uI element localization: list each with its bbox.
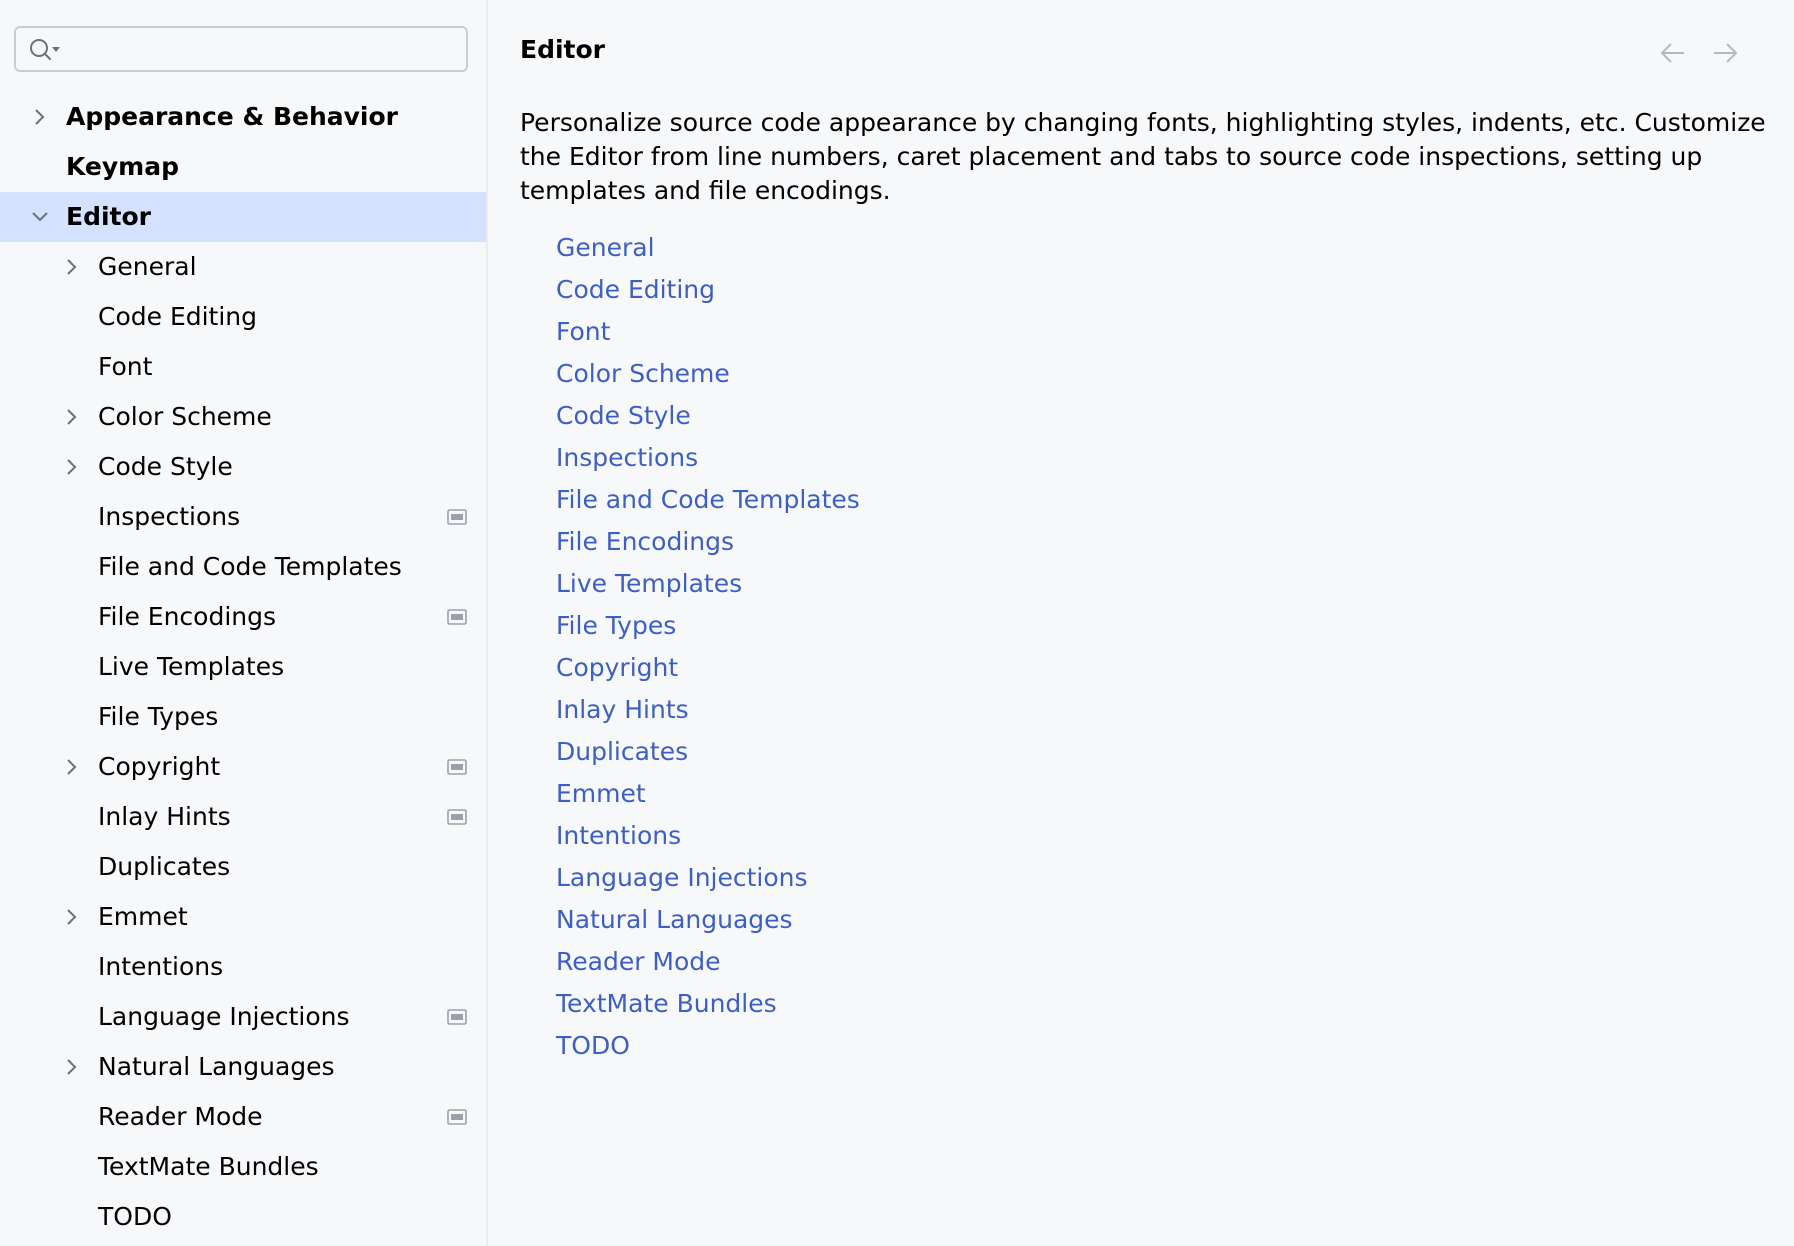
chevron-right-icon[interactable]	[62, 907, 82, 927]
sidebar-item-label: Color Scheme	[98, 402, 272, 431]
link-duplicates[interactable]: Duplicates	[556, 737, 689, 766]
sidebar-item-emmet[interactable]	[0, 892, 486, 942]
sidebar-item-label: Appearance & Behavior	[66, 102, 398, 131]
link-language-injections[interactable]: Language Injections	[556, 863, 808, 892]
sidebar-item-label: Language Injections	[98, 1002, 350, 1031]
sidebar-item-general[interactable]	[0, 242, 486, 292]
sidebar-item-code-style[interactable]	[0, 442, 486, 492]
link-textmate-bundles[interactable]: TextMate Bundles	[556, 989, 777, 1018]
sidebar-item-label: Inlay Hints	[98, 802, 231, 831]
sidebar-item-live-templates[interactable]	[0, 642, 486, 692]
chevron-right-icon[interactable]	[62, 757, 82, 777]
sidebar-item-language-injections[interactable]	[0, 992, 486, 1042]
chevron-right-icon[interactable]	[62, 457, 82, 477]
sidebar-item-copyright[interactable]	[0, 742, 486, 792]
sidebar-item-font[interactable]	[0, 342, 486, 392]
sidebar-item-label: General	[98, 252, 197, 281]
link-live-templates[interactable]: Live Templates	[556, 569, 743, 598]
chevron-right-icon[interactable]	[30, 107, 50, 127]
settings-sidebar	[0, 0, 486, 1246]
search-icon[interactable]	[28, 37, 62, 63]
sidebar-item-label: File and Code Templates	[98, 552, 402, 581]
sidebar-item-label: Reader Mode	[98, 1102, 263, 1131]
link-code-editing[interactable]: Code Editing	[556, 275, 716, 304]
search-box[interactable]	[14, 26, 468, 72]
sidebar-item-label: Emmet	[98, 902, 188, 931]
sidebar-item-label: Keymap	[66, 152, 180, 181]
link-natural-languages[interactable]: Natural Languages	[556, 905, 793, 934]
link-intentions[interactable]: Intentions	[556, 821, 682, 850]
link-file-and-code-templates[interactable]: File and Code Templates	[556, 485, 860, 514]
link-inlay-hints[interactable]: Inlay Hints	[556, 695, 689, 724]
sidebar-item-editor[interactable]	[0, 192, 486, 242]
project-scope-icon	[447, 809, 467, 825]
link-file-encodings[interactable]: File Encodings	[556, 527, 735, 556]
sidebar-item-label: Live Templates	[98, 652, 285, 681]
sidebar-item-label: Duplicates	[98, 852, 231, 881]
link-emmet[interactable]: Emmet	[556, 779, 646, 808]
link-reader-mode[interactable]: Reader Mode	[556, 947, 721, 976]
sidebar-item-appearance-and-behavior[interactable]	[0, 92, 486, 142]
sidebar-item-textmate-bundles[interactable]	[0, 1142, 486, 1192]
sidebar-item-color-scheme[interactable]	[0, 392, 486, 442]
link-todo[interactable]: TODO	[556, 1031, 630, 1060]
chevron-right-icon[interactable]	[62, 257, 82, 277]
link-file-types[interactable]: File Types	[556, 611, 677, 640]
sidebar-item-label: TODO	[98, 1202, 172, 1231]
link-color-scheme[interactable]: Color Scheme	[556, 359, 730, 388]
sidebar-item-code-editing[interactable]	[0, 292, 486, 342]
link-font[interactable]: Font	[556, 317, 611, 346]
sidebar-item-reader-mode[interactable]	[0, 1092, 486, 1142]
arrow-left-icon[interactable]	[1658, 38, 1688, 68]
sidebar-item-natural-languages[interactable]	[0, 1042, 486, 1092]
arrow-right-icon[interactable]	[1710, 38, 1740, 68]
page-title: Editor	[520, 35, 605, 64]
sidebar-item-label: TextMate Bundles	[98, 1152, 319, 1181]
chevron-right-icon[interactable]	[62, 1057, 82, 1077]
link-inspections[interactable]: Inspections	[556, 443, 699, 472]
sidebar-item-inlay-hints[interactable]	[0, 792, 486, 842]
settings-main-panel	[488, 0, 1794, 1246]
sidebar-item-label: Code Style	[98, 452, 233, 481]
link-code-style[interactable]: Code Style	[556, 401, 691, 430]
sidebar-item-label: File Types	[98, 702, 219, 731]
settings-tree	[0, 92, 486, 1242]
sidebar-item-label: Code Editing	[98, 302, 258, 331]
chevron-right-icon[interactable]	[62, 407, 82, 427]
search-input[interactable]	[68, 32, 462, 68]
project-scope-icon	[447, 1109, 467, 1125]
project-scope-icon	[447, 509, 467, 525]
link-general[interactable]: General	[556, 233, 655, 262]
sidebar-item-label: Natural Languages	[98, 1052, 335, 1081]
project-scope-icon	[447, 609, 467, 625]
sidebar-item-file-and-code-templates[interactable]	[0, 542, 486, 592]
sidebar-item-label: Editor	[66, 202, 151, 231]
sidebar-item-duplicates[interactable]	[0, 842, 486, 892]
sidebar-item-todo[interactable]	[0, 1192, 486, 1242]
project-scope-icon	[447, 1009, 467, 1025]
chevron-down-icon[interactable]	[30, 207, 50, 227]
project-scope-icon	[447, 759, 467, 775]
subpage-links	[556, 227, 860, 1067]
sidebar-item-inspections[interactable]	[0, 492, 486, 542]
sidebar-item-file-types[interactable]	[0, 692, 486, 742]
sidebar-item-label: Font	[98, 352, 153, 381]
sidebar-item-intentions[interactable]	[0, 942, 486, 992]
sidebar-item-keymap[interactable]	[0, 142, 486, 192]
sidebar-item-label: Intentions	[98, 952, 224, 981]
sidebar-item-label: Inspections	[98, 502, 241, 531]
page-description: Personalize source code appearance by changing fonts, highlighting styles, indents, etc. Customize the Editor from line numbers, caret placement and tabs to source code inspections, setting up templates and file encodings.	[520, 108, 1766, 205]
sidebar-item-label: Copyright	[98, 752, 221, 781]
sidebar-item-file-encodings[interactable]	[0, 592, 486, 642]
link-copyright[interactable]: Copyright	[556, 653, 679, 682]
sidebar-item-label: File Encodings	[98, 602, 277, 631]
